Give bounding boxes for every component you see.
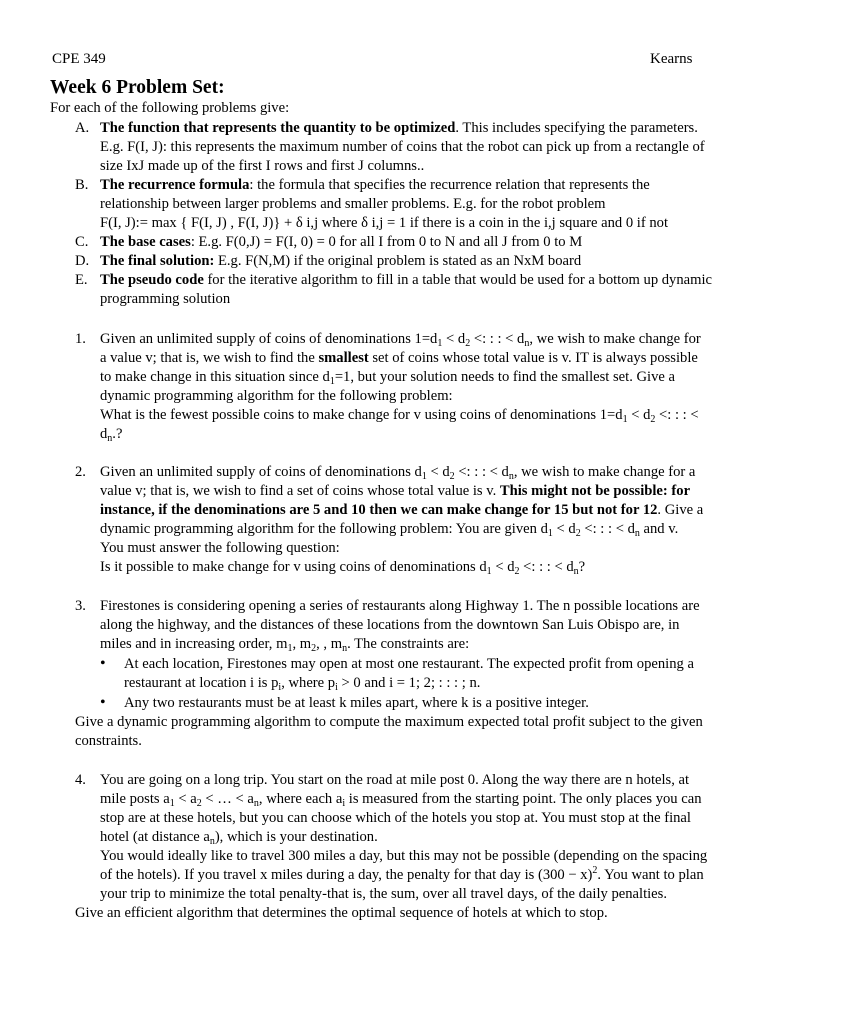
problem-4-line-3: stop are at these hotels, but you can choose which of the hotels you stop at. You must stop at the final: [100, 810, 691, 826]
problem-3-line-2: along the highway, and the distances of these locations from the downtown San Luis Obispo are, in: [100, 617, 680, 633]
part-e-line-2: programming solution: [100, 291, 231, 307]
problem-4-line-1: You are going on a long trip. You start on the road at mile post 0. Along the way there are n hotels, at: [100, 772, 690, 788]
part-d-line-1: The final solution: E.g. F(N,M) if the original problem is stated as an NxM board: [100, 253, 582, 269]
problem-4-line-2: mile posts $a_1 < a_2$ < … < $a_n$, where each $a_i$ is measured from the starting point. The only places you can: [100, 791, 702, 809]
part-b-line-3: F(I, J):= max { F(I, J) , F(I, J)} + δ i,j where δ i,j = 1 if there is a coin in the i,j square and 0 if not: [100, 215, 668, 231]
problem-2-line-2: value v; that is, we wish to find a set of coins whose total value is v. This might not be possible: for: [100, 483, 691, 499]
part-a-line-3: size IxJ made up of the first I rows and first J columns..: [100, 158, 425, 174]
part-b-label: B.: [75, 177, 89, 193]
author-name: Kearns: [650, 51, 693, 67]
problem-2-line-3: instance, if the denominations are 5 and 10 then we can make change for 15 but not for 12. Give a: [100, 502, 704, 518]
problem-2-number: 2.: [75, 464, 86, 480]
bullet-icon: •: [100, 694, 106, 711]
problem-3-line-3: miles and in increasing order, $m_1$, $m_2$, , $m_n$. The constraints are:: [100, 636, 470, 654]
problem-3-bullet-1-line-1: At each location, Firestones may open at most one restaurant. The expected profit from opening a: [124, 656, 694, 672]
problem-3-bullet-2: Any two restaurants must be at least k miles apart, where k is a positive integer.: [124, 695, 589, 711]
problem-2-line-5: You must answer the following question:: [100, 540, 340, 556]
problem-2-line-6: Is it possible to make change for v using coins of denominations $d_1 < d_2$ <: : : < $d_n$?: [100, 559, 586, 577]
problem-4-line-5: You would ideally like to travel 300 miles a day, but this may not be possible (depending on the spacing: [100, 848, 708, 864]
problem-3-bullet-1-line-2: restaurant at location i is $p_i$, where $p_i > 0$ and i = 1; 2; : : : ; n.: [124, 675, 481, 693]
intro-text: For each of the following problems give:: [50, 100, 290, 116]
problem-3-prompt-line-2: constraints.: [75, 733, 142, 749]
problem-2-line-1: Given an unlimited supply of coins of denominations $d_1 < d_2$ <: : : < $d_n$, we wish to make change for a: [100, 464, 696, 482]
problem-4-line-7: your trip to minimize the total penalty-that is, the sum, over all travel days, of the daily penalties.: [100, 886, 667, 902]
problem-3-line-1: Firestones is considering opening a series of restaurants along Highway 1. The n possible locations are: [100, 598, 700, 614]
page-title: Week 6 Problem Set:: [50, 77, 225, 98]
part-b-line-2: relationship between larger problems and smaller problems. E.g. for the robot problem: [100, 196, 606, 212]
part-a-label: A.: [75, 120, 90, 136]
problem-1-line-2: a value v; that is, we wish to find the smallest set of coins whose total value is v. IT is always possible: [100, 350, 698, 366]
problem-1-line-3: to make change in this situation since $d_1=1$, but your solution needs to find the smallest set. Give a: [100, 369, 676, 387]
problem-1-line-4: dynamic programming algorithm for the following problem:: [100, 388, 453, 404]
part-a-line-1: The function that represents the quantity to be optimized. This includes specifying the parameters.: [100, 120, 698, 136]
problem-4-line-4: hotel (at distance $a_n$), which is your destination.: [100, 829, 378, 847]
course-code: CPE 349: [52, 51, 106, 67]
part-c-line-1: The base cases: E.g. F(0,J) = F(I, 0) = 0 for all I from 0 to N and all J from 0 to M: [100, 234, 583, 250]
problem-4-line-6: of the hotels). If you travel x miles during a day, the penalty for that day is $(300 - x)^2$. You want to plan: [100, 865, 704, 883]
problem-2-line-4: dynamic programming algorithm for the following problem: You are given $d_1 < d_2$ <: : : < $d_n$ and v.: [100, 521, 679, 539]
problem-1-line-6: $d_n$.?: [100, 426, 123, 444]
part-a-line-2: E.g. F(I, J): this represents the maximum number of coins that the robot can pick up from a rectangle of: [100, 139, 705, 155]
problem-1-number: 1.: [75, 331, 86, 347]
problem-1-line-1: Given an unlimited supply of coins of denominations $1=d_1 < d_2$ <: : : < $d_n$, we wish to make change for: [100, 331, 701, 349]
part-b-line-1: The recurrence formula: the formula that specifies the recurrence relation that represents the: [100, 177, 650, 193]
bullet-icon: •: [100, 655, 106, 672]
part-e-label: E.: [75, 272, 88, 288]
part-e-line-1: The pseudo code for the iterative algorithm to fill in a table that would be used for a bottom up dynamic: [100, 272, 713, 288]
problem-4-number: 4.: [75, 772, 86, 788]
problem-3-prompt-line-1: Give a dynamic programming algorithm to compute the maximum expected total profit subject to the given: [75, 714, 703, 730]
part-d-label: D.: [75, 253, 90, 269]
problem-4-prompt: Give an efficient algorithm that determines the optimal sequence of hotels at which to stop.: [75, 905, 608, 921]
problem-3-number: 3.: [75, 598, 86, 614]
problem-1-line-5: What is the fewest possible coins to make change for v using coins of denominations $1=d_1 < d_2$ <: : : <: [100, 407, 699, 425]
part-c-label: C.: [75, 234, 89, 250]
